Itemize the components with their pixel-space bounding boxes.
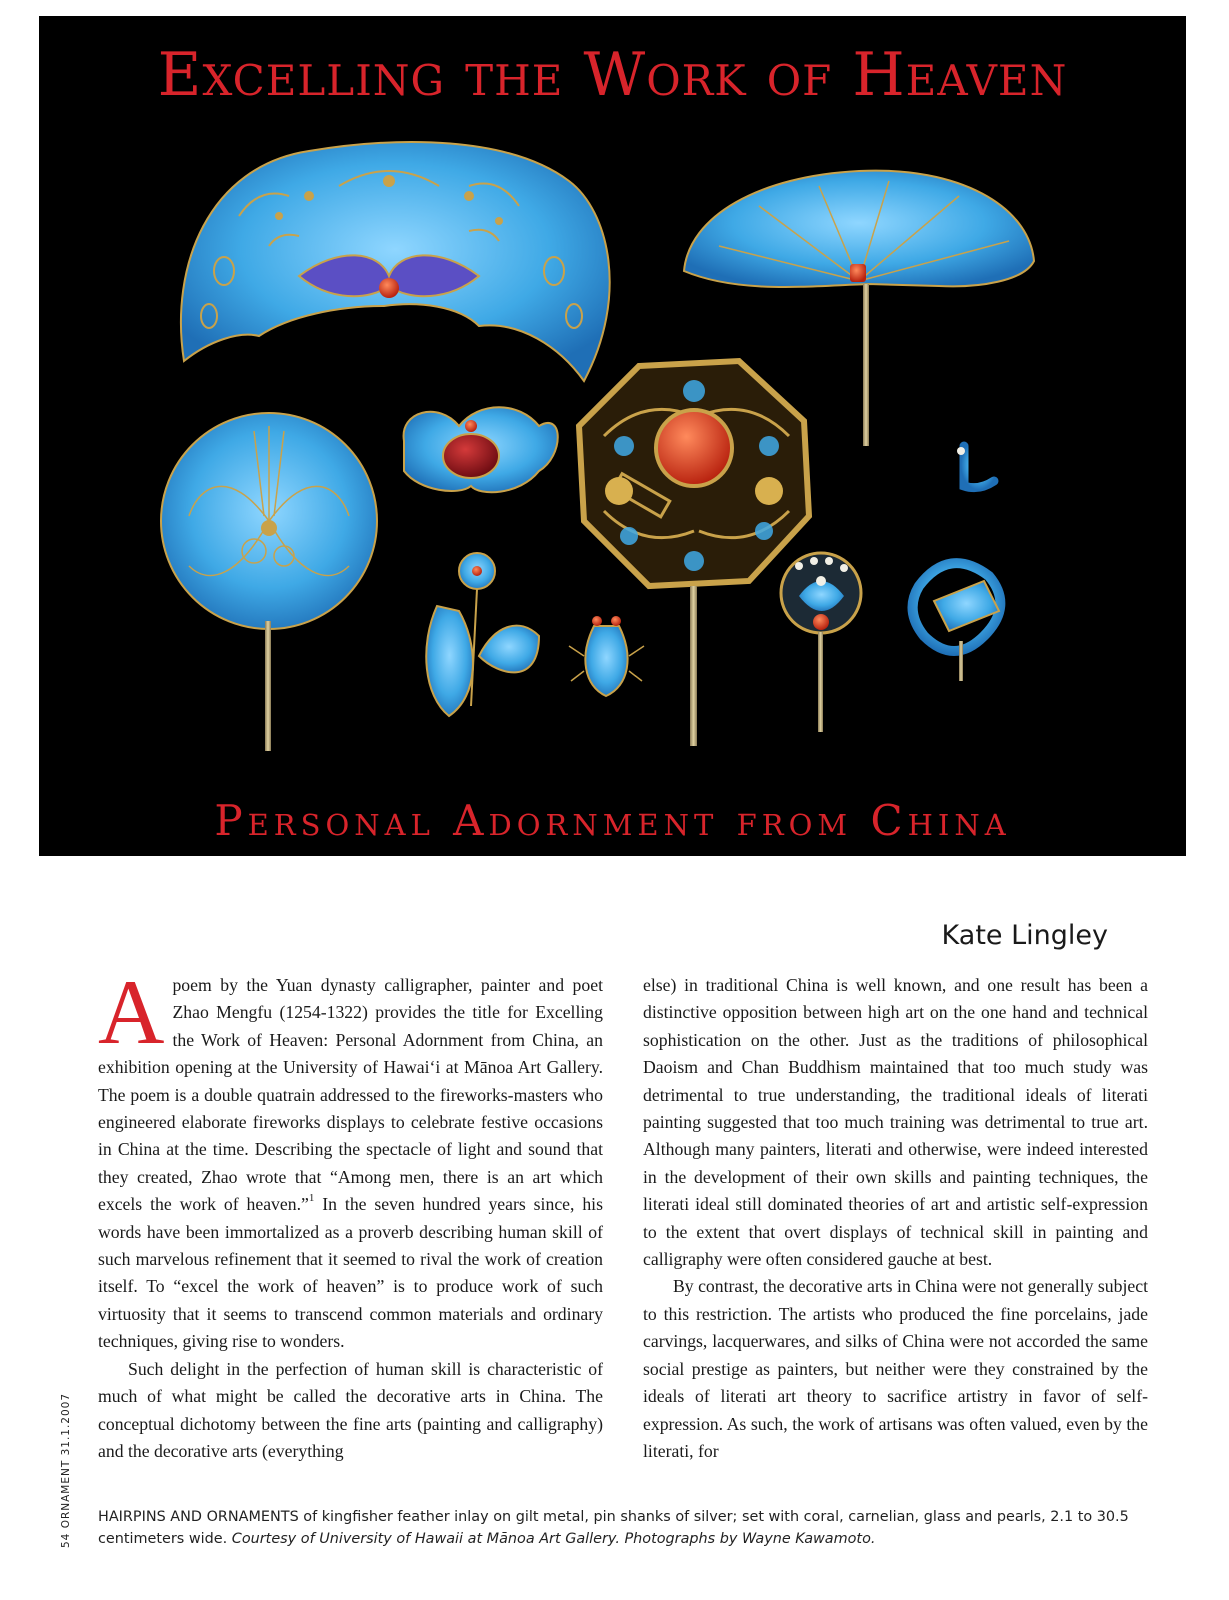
paragraph-2: Such delight in the perfection of human skill is characteristic of much of what might be called the decorative arts in China. The conceptual dichotomy between the fine arts (painting and calligraphy) and the decorative arts (everything xyxy=(98,1358,603,1461)
caption-lead: HAIRPINS AND ORNAMENTS xyxy=(98,1509,299,1525)
paragraph-2-continued: else) in traditional China is well known, and one result has been a distinctive opposition between high art on the one hand and technical sophistication on the other. Just as the traditions of philosophical Daoism and Chan Buddhism maintained that too much study was detrimental to true understanding, the traditional ideals of literati painting suggested that too much training was detrimental to true art. Although many painters, literati and otherwise, were indeed interested in the development of their own skills and painting techniques, the literati ideal still dominated theories of art and artistic self-expression to the extent that overt displays of technical skill in painting and calligraphy were often considered gauche at best. xyxy=(643,975,1148,1270)
paragraph-1-tail: In the seven hundred years since, his words have been immortalized as a proverb describing human skill of such marvelous refinement that it seemed to rival the work of creation itself. To “excel the work of heaven” is to produce work of such virtuosity that it seems to transcend common materials and ordinary techniques, giving rise to wonders. xyxy=(98,1194,603,1352)
pearl-round-hairpin xyxy=(781,553,861,732)
article-column-left xyxy=(98,961,603,1465)
caption-body: of kingfisher feather inlay on gilt metal, pin shanks of silver; set with coral, carnelian, glass and pearls, 2.1 to 30.5 centimeters wide. xyxy=(98,1509,1129,1547)
caption-credit: Courtesy of University of Hawaii at Mānoa Art Gallery. Photographs by Wayne Kawamoto. xyxy=(231,1531,876,1547)
hero-photograph xyxy=(39,16,1186,856)
drop-cap: A xyxy=(98,961,165,1063)
author-byline: Kate Lingley xyxy=(941,920,1108,951)
cicada-ornament xyxy=(569,616,644,696)
crown-ornament xyxy=(181,142,610,381)
photo-caption xyxy=(98,1506,1148,1550)
scroll-ornament xyxy=(913,563,1001,681)
paragraph-1 xyxy=(98,961,603,1356)
footnote-marker: 1 xyxy=(308,1192,315,1205)
character-ornament xyxy=(929,386,999,488)
paragraph-1-text: poem by the Yuan dynasty calligrapher, painter and poet Zhao Mengfu (1254-1322) provides the title for Excelling the Work of Heaven: Personal Adornment from China, an exhibition opening at the University of Hawai‘i at Mānoa Art Gallery. The poem is a double quatrain addressed to the fireworks-masters who engineered elaborate fireworks displays to celebrate festive occasions in China at the time. Describing the spectacle of light and sound that they created, Zhao wrote that “Among men, there is an art which excels the work of heaven.” xyxy=(98,975,603,1215)
article-subtitle: Personal Adornment from China xyxy=(214,796,1011,845)
hairpins-photograph xyxy=(39,16,1186,856)
butterfly-ornament xyxy=(404,407,558,492)
paragraph-3: By contrast, the decorative arts in China were not generally subject to this restriction. The artists who produced the fine porcelains, jade carvings, lacquerwares, and silks of China were not accorded the same social prestige as painters, but neither were they constrained by the ideals of literati art theory to sacrifice artistry in favor of self-expression. As such, the work of artisans was often valued, even by the literati, for xyxy=(643,1276,1148,1461)
flower-branch-ornament xyxy=(426,553,539,716)
article-column-right xyxy=(643,972,1148,1465)
peony-hairpin xyxy=(161,413,377,751)
article-title: Excelling the Work of Heaven xyxy=(157,40,1068,110)
page-folio: 54 ORNAMENT 31.1.2007 xyxy=(60,1392,72,1548)
